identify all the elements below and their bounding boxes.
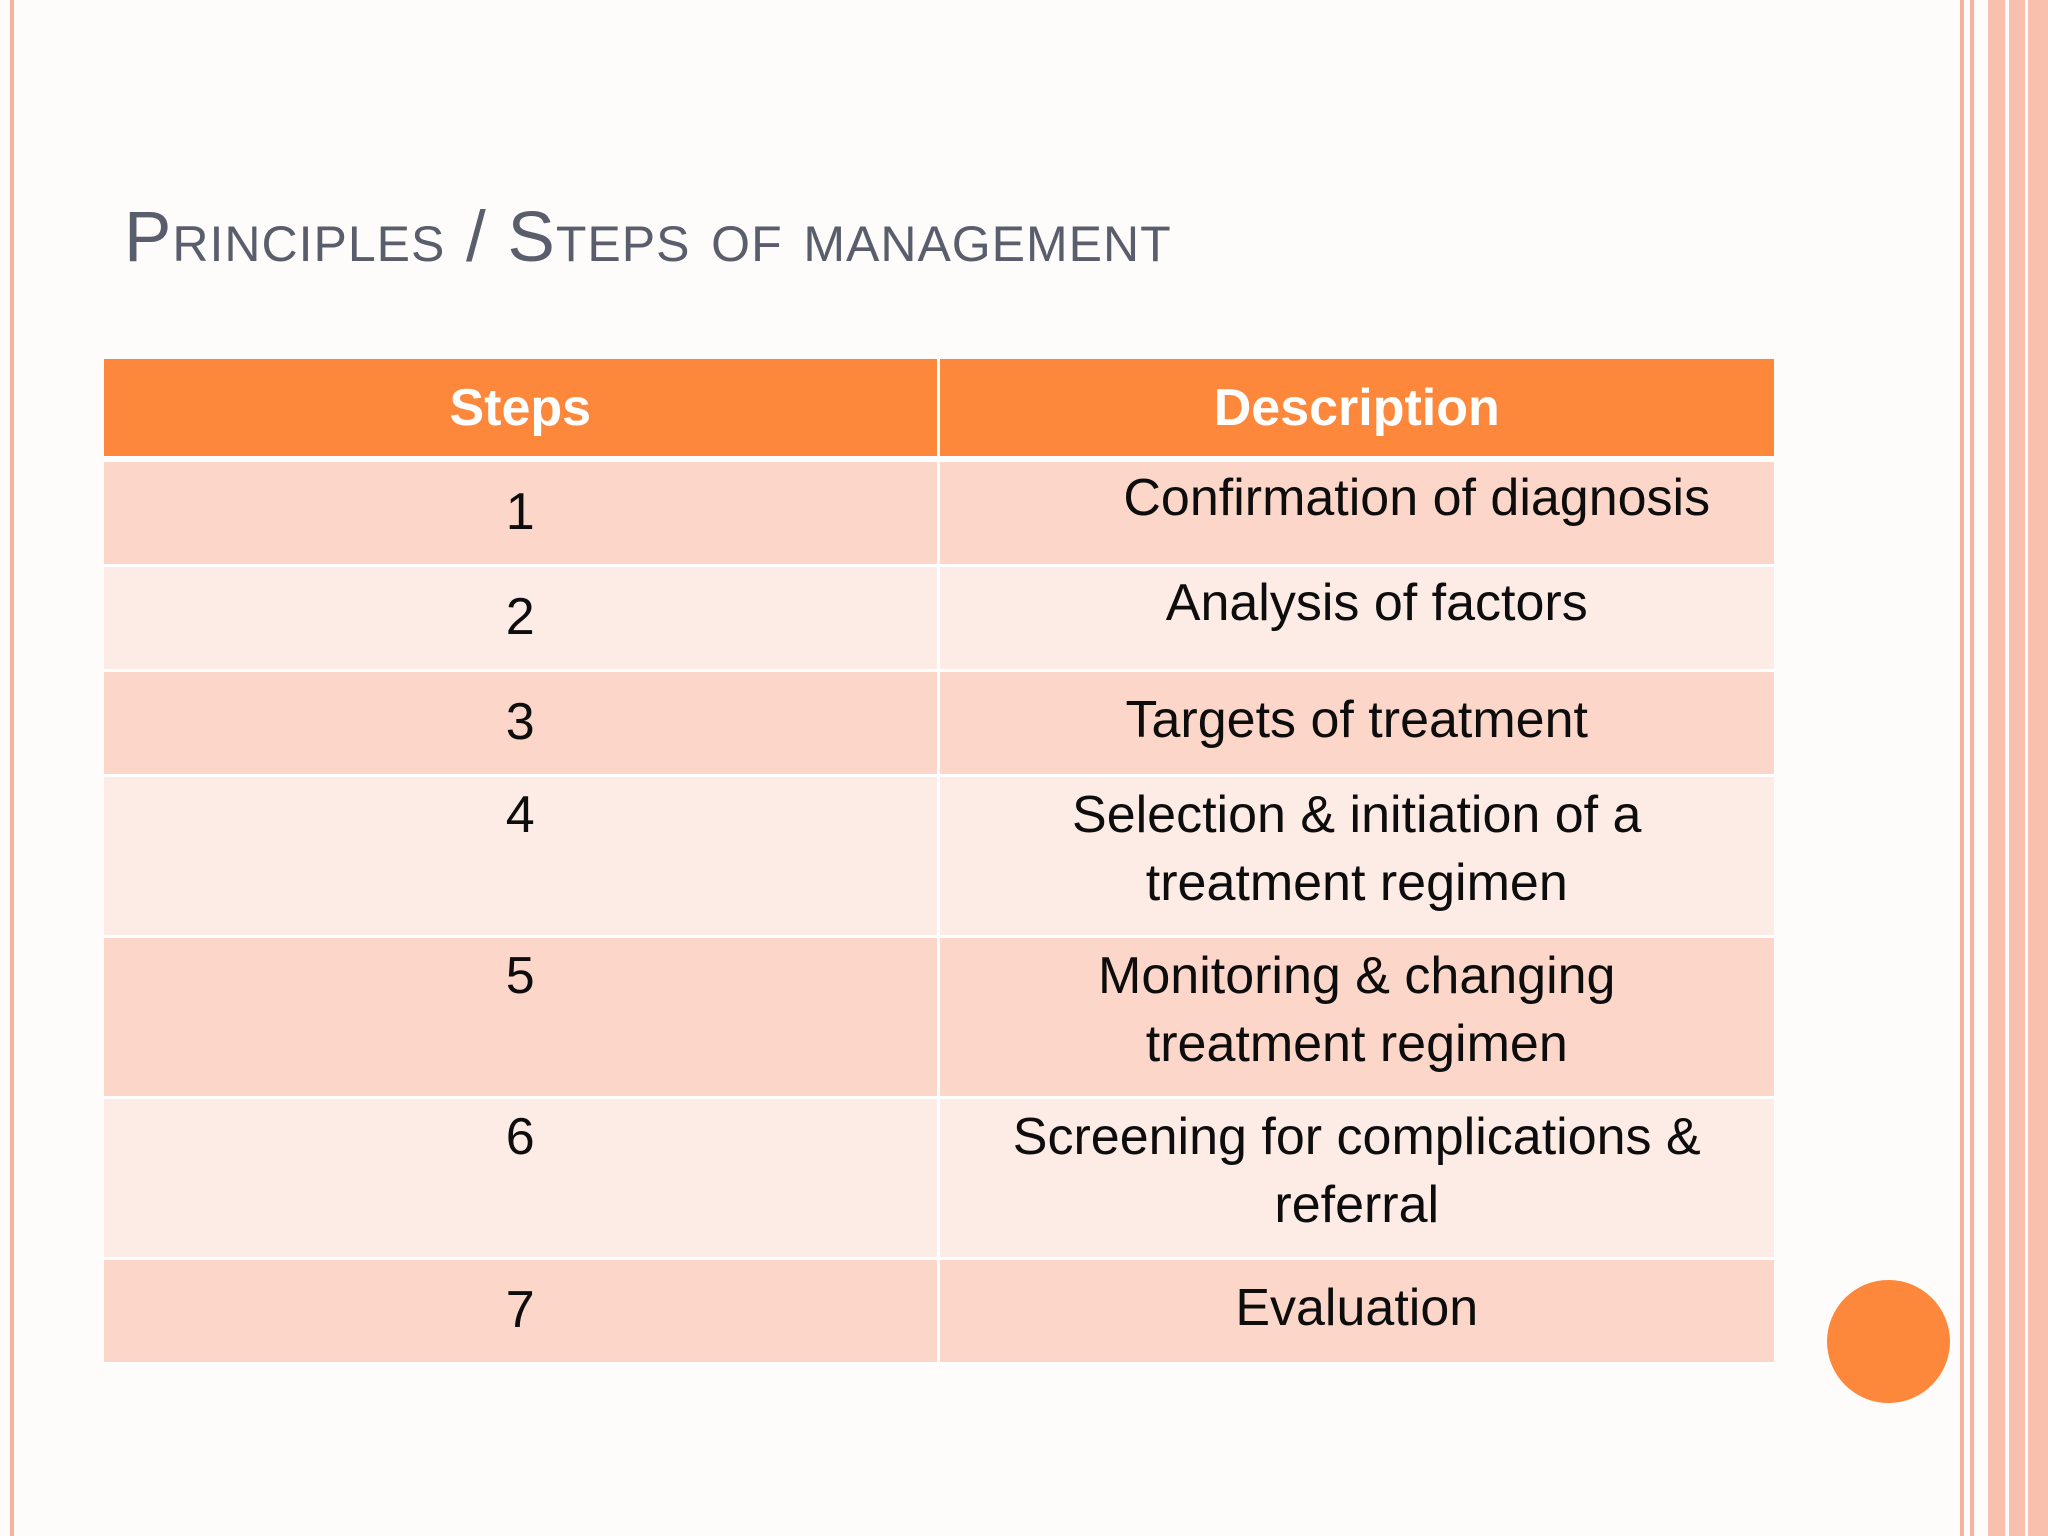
steps-table (104, 359, 1774, 1365)
step-number: 2 (104, 566, 938, 671)
step-description: Evaluation (938, 1259, 1774, 1364)
decorative-orange-circle (1827, 1280, 1950, 1403)
table-row (104, 937, 1774, 1098)
table-row (104, 1259, 1774, 1364)
right-border-band-line-2 (2025, 0, 2028, 1536)
table-header-row (104, 359, 1774, 459)
step-number: 3 (104, 671, 938, 776)
table-row (104, 566, 1774, 671)
step-description: Confirmation of diagnosis (938, 459, 1774, 566)
step-description: Targets of treatment (938, 671, 1774, 776)
header-description: Description (938, 359, 1774, 459)
table-row (104, 1098, 1774, 1259)
step-number: 4 (104, 776, 938, 937)
step-description: Analysis of factors (938, 566, 1774, 671)
step-number: 5 (104, 937, 938, 1098)
left-border-line (10, 0, 14, 1536)
header-steps: Steps (104, 359, 938, 459)
right-border-band (1988, 0, 2048, 1536)
step-number: 1 (104, 459, 938, 566)
table-row (104, 776, 1774, 937)
right-border-line-2 (1970, 0, 1974, 1536)
step-number: 7 (104, 1259, 938, 1364)
step-description: Monitoring & changing treatment regimen (938, 937, 1774, 1098)
step-number: 6 (104, 1098, 938, 1259)
table-row (104, 459, 1774, 566)
step-description: Selection & initiation of a treatment regimen (938, 776, 1774, 937)
slide-title: Principles / Steps of management (124, 198, 1172, 277)
step-description: Screening for complications & referral (938, 1098, 1774, 1259)
right-border-band-line-1 (2005, 0, 2009, 1536)
table-row (104, 671, 1774, 776)
right-border-line-1 (1960, 0, 1964, 1536)
